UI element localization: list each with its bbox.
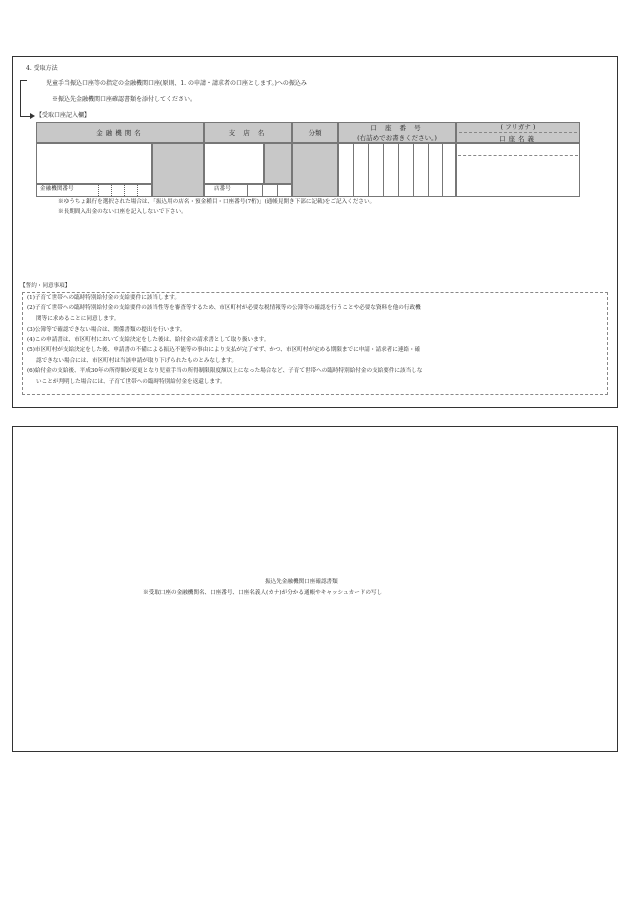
section-title: 4. 受取方法: [26, 65, 58, 72]
account-number-field[interactable]: [338, 143, 456, 197]
header-holder: ( フリガナ ) 口座名義: [456, 122, 580, 143]
agreement-title: 【誓約・同意事項】: [20, 283, 71, 289]
branch-type-selector[interactable]: [264, 143, 292, 184]
agreement-item: 関等に求めることに同意します。: [36, 316, 120, 322]
agreement-item: (5)市区町村が支給決定をした後、申請書の不備による振込不能等の事由により支払が完了せず、かつ、市区町村が定める期限までに申請・請求者に連絡・確: [27, 347, 421, 353]
agreement-item: (6)給付金の支給後、平成30年の所得額が変更となり児童手当の所得制限限度額以上になった場合など、子育て世帯への臨時特別給付金の支給要件に該当しな: [27, 368, 423, 374]
header-branch: 支 店 名: [204, 122, 292, 143]
bank-code-input[interactable]: [96, 184, 152, 197]
payment-option-text: 児童手当振込口座等の指定の金融機関口座(原則、1. の申請・請求者の口座とします。)への振込み: [46, 80, 307, 87]
attach-note: ※振込先金融機関口座確認書類を添付してください。: [52, 96, 197, 103]
agreement-item: いことが判明した場合には、子育て世帯への臨時特別給付金を返還します。: [36, 379, 226, 385]
account-holder-field[interactable]: [456, 143, 580, 197]
agreement-item: (2)子育て世帯への臨時特別給付金の支給要件の該当性等を審査等するため、市区町村が必要な税情報等の公簿等の確認を行うことや必要な資料を他の行政機: [27, 305, 421, 311]
header-bank-name: 金融機関名: [36, 122, 204, 143]
agreement-item: (1)子育て世帯への臨時特別給付金の支給要件に該当します。: [27, 295, 180, 301]
header-category: 分類: [292, 122, 338, 143]
agreement-item: 認できない場合には、市区町村は当該申請が取り下げられたものとみなします。: [36, 358, 237, 364]
bank-code-label: 金融機関番号: [40, 186, 74, 192]
branch-code-input[interactable]: [247, 184, 292, 197]
category-field[interactable]: [292, 143, 338, 197]
bracket-line: [20, 80, 27, 117]
bank-type-selector[interactable]: [152, 143, 204, 197]
bank-section-label: 【受取口座記入欄】: [36, 112, 91, 119]
branch-code-label: 店番号: [214, 186, 231, 192]
agreement-item: (3)公簿等で確認できない場合は、関係書類の提出を行います。: [27, 327, 186, 333]
attachment-title: 振込先金融機関口座確認書類: [265, 579, 338, 585]
inactive-account-note: ※長期間入出金のない口座を記入しないで下さい。: [58, 209, 187, 215]
attachment-box[interactable]: [12, 426, 618, 752]
agreement-item: (4)この申請書は、市区町村において支給決定をした後は、給付金の請求書として取り扱います。: [27, 337, 270, 343]
yucho-note: ※ゆうちょ銀行を選択された場合は、「振込用の店名・預金種目・口座番号(7桁)」(通帳見開き下部に記載)をご記入ください。: [58, 199, 376, 205]
bank-name-field[interactable]: [36, 143, 152, 184]
branch-name-field[interactable]: [204, 143, 264, 184]
attachment-subtitle: ※受取口座の金融機関名、口座番号、口座名義人(カナ)が分かる通帳やキャッシュカードの写し: [143, 590, 383, 596]
header-account-number: 口 座 番 号 (右詰めでお書きください。): [338, 122, 456, 143]
arrow-head-icon: [30, 113, 35, 119]
